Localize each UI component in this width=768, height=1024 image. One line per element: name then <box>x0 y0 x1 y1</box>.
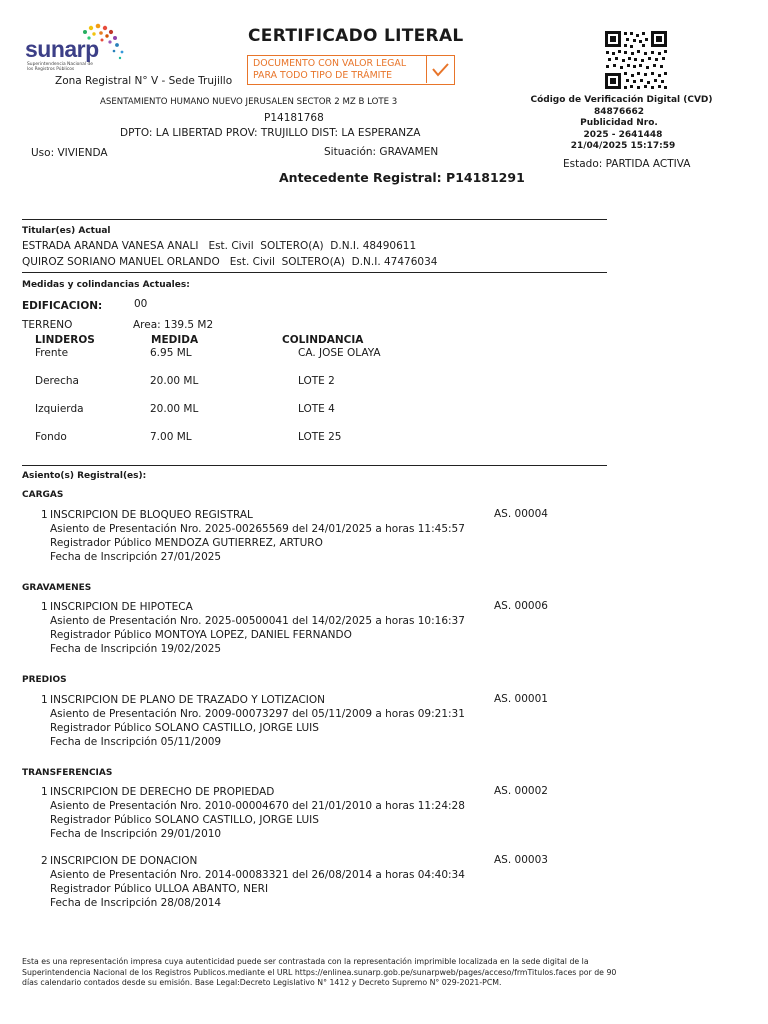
asiento-code: AS. 00001 <box>494 693 548 705</box>
asiento-title: INSCRIPCION DE HIPOTECA <box>50 601 193 613</box>
asiento-registrador: Registrador Público MENDOZA GUTIERREZ, ARTURO <box>50 537 323 549</box>
asiento-num: 2 <box>41 855 48 867</box>
edificacion-label: EDIFICACION: <box>22 300 103 312</box>
page-title: CERTIFICADO LITERAL <box>248 26 464 46</box>
asiento-code: AS. 00006 <box>494 600 548 612</box>
lindero-medida: 7.00 ML <box>150 431 192 443</box>
col-linderos: LINDEROS <box>35 334 95 346</box>
section-heading: TRANSFERENCIAS <box>22 768 113 778</box>
asiento-num: 1 <box>41 509 48 521</box>
asiento-registrador: Registrador Público SOLANO CASTILLO, JORGE LUIS <box>50 814 319 826</box>
asiento-num: 1 <box>41 694 48 706</box>
legal-footer: Esta es una representación impresa cuya autenticidad puede ser contrastada con la representación imprimible localizada en la sede digital de la Superintendencia Nacional de los Registros Publicos.mediante el URL https://enlinea.sunarp.gob.pe/sunarpweb/pages/acceso/frmTitulos.faces por de 90 días calendario contados desde su emisión. Base Legal:Decreto Legislativo N° 1412 y Decreto Supremo N° 029-2021-PCM. <box>22 957 617 987</box>
validity-line-2: PARA TODO TIPO DE TRÁMITE <box>253 69 393 81</box>
asiento-fecha: Fecha de Inscripción 05/11/2009 <box>50 736 222 748</box>
lindero-name: Izquierda <box>35 403 84 415</box>
checkmark-icon <box>427 56 454 83</box>
terreno-area: Area: 139.5 M2 <box>133 319 214 331</box>
col-medida: MEDIDA <box>151 334 199 346</box>
asiento-title: INSCRIPCION DE DONACION <box>50 855 198 867</box>
lindero-medida: 6.95 ML <box>150 347 192 359</box>
asiento-title: INSCRIPCION DE PLANO DE TRAZADO Y LOTIZACION <box>50 694 326 706</box>
zona-registral: Zona Registral N° V - Sede Trujillo <box>55 75 233 87</box>
lindero-colindancia: LOTE 4 <box>298 403 335 415</box>
validity-text <box>253 58 406 81</box>
asiento-code: AS. 00004 <box>494 508 548 520</box>
partida-number: P14181768 <box>264 112 324 124</box>
titulares-heading: Titular(es) Actual <box>22 226 111 236</box>
estado-partida: Estado: PARTIDA ACTIVA <box>563 158 691 170</box>
asiento-registrador: Registrador Público SOLANO CASTILLO, JORGE LUIS <box>50 722 319 734</box>
lindero-medida: 20.00 ML <box>150 403 199 415</box>
col-colindancia: COLINDANCIA <box>282 334 364 346</box>
verification-datetime: 21/04/2025 15:17:59 <box>570 141 676 151</box>
section-heading: PREDIOS <box>22 675 67 685</box>
situacion: Situación: GRAVAMEN <box>324 146 439 158</box>
section-heading: GRAVAMENES <box>22 583 92 593</box>
asiento-code: AS. 00003 <box>494 854 548 866</box>
asiento-presentacion: Asiento de Presentación Nro. 2014-00083321 del 26/08/2014 a horas 04:40:34 <box>50 869 465 881</box>
uso: Uso: VIVIENDA <box>31 147 108 159</box>
lindero-colindancia: LOTE 2 <box>298 375 335 387</box>
asiento-code: AS. 00002 <box>494 785 548 797</box>
divider <box>22 465 607 466</box>
validity-box <box>247 55 455 85</box>
asiento-num: 1 <box>41 601 48 613</box>
asiento-title: INSCRIPCION DE BLOQUEO REGISTRAL <box>50 509 253 521</box>
cvd-value: 84876662 <box>593 106 645 117</box>
asiento-registrador: Registrador Público MONTOYA LOPEZ, DANIEL FERNANDO <box>50 629 352 641</box>
asiento-presentacion: Asiento de Presentación Nro. 2025-00500041 del 14/02/2025 a horas 10:16:37 <box>50 615 465 627</box>
terreno-label: TERRENO <box>22 319 73 331</box>
sunarp-logo <box>22 22 132 77</box>
property-address: ASENTAMIENTO HUMANO NUEVO JERUSALEN SECTOR 2 MZ B LOTE 3 <box>100 97 398 107</box>
validity-check-box <box>426 56 454 83</box>
lindero-medida: 20.00 ML <box>150 375 199 387</box>
divider <box>22 272 607 273</box>
lindero-name: Fondo <box>35 431 67 443</box>
lindero-name: Frente <box>35 347 69 359</box>
lindero-name: Derecha <box>35 375 79 387</box>
asiento-num: 1 <box>41 786 48 798</box>
asiento-presentacion: Asiento de Presentación Nro. 2009-00073297 del 05/11/2009 a horas 09:21:31 <box>50 708 465 720</box>
asientos-heading: Asiento(s) Registral(es): <box>22 471 147 481</box>
titular-row-1: ESTRADA ARANDA VANESA ANALI Est. Civil SOLTERO(A) D.N.I. 48490611 <box>22 240 417 252</box>
asiento-fecha: Fecha de Inscripción 27/01/2025 <box>50 551 222 563</box>
titular-row-2: QUIROZ SORIANO MANUEL ORLANDO Est. Civil SOLTERO(A) D.N.I. 47476034 <box>22 256 438 268</box>
publicidad-label: Publicidad Nro. <box>580 118 658 128</box>
property-location: DPTO: LA LIBERTAD PROV: TRUJILLO DIST: LA ESPERANZA <box>120 127 421 139</box>
lindero-colindancia: LOTE 25 <box>298 431 342 443</box>
lindero-colindancia: CA. JOSE OLAYA <box>298 347 381 359</box>
logo-wordmark: sunarp <box>25 36 99 62</box>
asiento-title: INSCRIPCION DE DERECHO DE PROPIEDAD <box>50 786 275 798</box>
asiento-presentacion: Asiento de Presentación Nro. 2025-00265569 del 24/01/2025 a horas 11:45:57 <box>50 523 465 535</box>
verification-block <box>530 95 718 153</box>
logo-subtitle: Superintendencia Nacional de los Registros Públicos <box>27 62 93 72</box>
antecedente-registral: Antecedente Registral: P14181291 <box>279 170 525 185</box>
asiento-fecha: Fecha de Inscripción 19/02/2025 <box>50 643 222 655</box>
section-heading: CARGAS <box>22 490 64 500</box>
asiento-presentacion: Asiento de Presentación Nro. 2010-00004670 del 21/01/2010 a horas 11:24:28 <box>50 800 465 812</box>
qr-code-icon <box>604 30 668 90</box>
publicidad-value: 2025 - 2641448 <box>583 129 663 140</box>
asiento-registrador: Registrador Público ULLOA ABANTO, NERI <box>50 883 269 895</box>
asiento-fecha: Fecha de Inscripción 29/01/2010 <box>50 828 222 840</box>
divider <box>22 219 607 220</box>
edificacion-value: 00 <box>134 298 148 310</box>
validity-line-1: DOCUMENTO CON VALOR LEGAL <box>253 58 407 69</box>
medidas-heading: Medidas y colindancias Actuales: <box>22 280 190 290</box>
cvd-label: Código de Verificación Digital (CVD) <box>530 95 713 105</box>
asiento-fecha: Fecha de Inscripción 28/08/2014 <box>50 897 222 909</box>
